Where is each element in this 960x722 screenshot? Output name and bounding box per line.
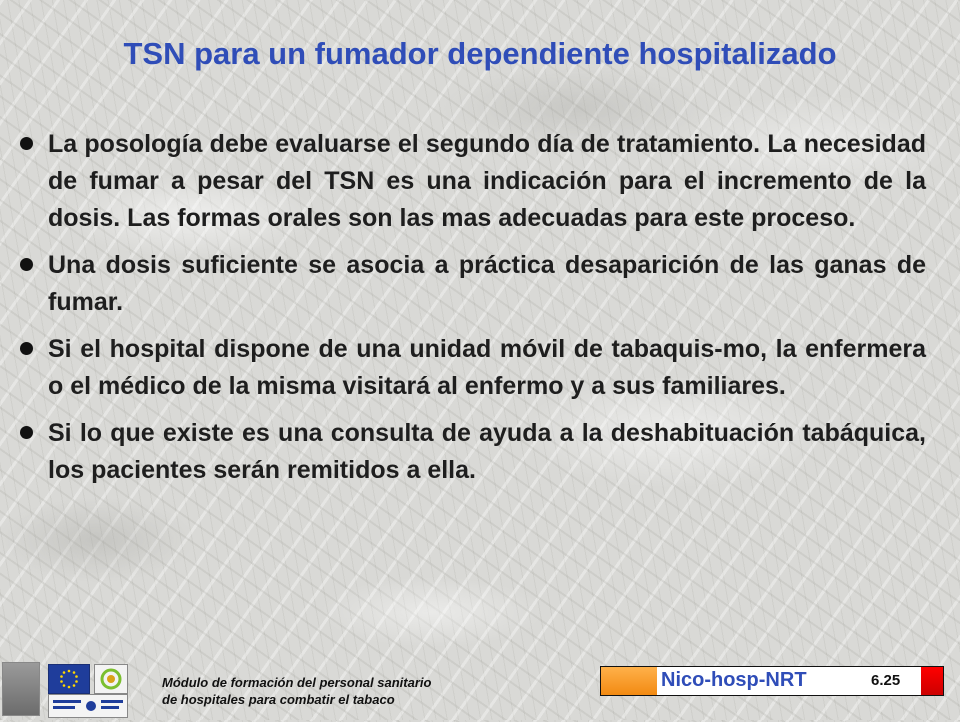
slide-title: TSN para un fumador dependiente hospitalizado	[123, 36, 837, 71]
footer-caption-line-1: Módulo de formación del personal sanitario	[162, 675, 432, 690]
module-code: Nico-hosp-NRT	[661, 669, 807, 691]
bullet-text: Si lo que existe es una consulta de ayuda a la deshabituación tabáquica, los pacientes serán remitidos a ella.	[48, 419, 926, 484]
bullet-list	[18, 126, 926, 499]
page-number: 6.25	[871, 672, 901, 689]
bullet-item	[18, 331, 926, 405]
bullet-dot-icon	[20, 342, 33, 355]
orange-bar-segment	[601, 667, 657, 695]
bullet-text: Una dosis suficiente se asocia a práctica desaparición de las ganas de fumar.	[48, 251, 926, 316]
bullet-text: La posología debe evaluarse el segundo día de tratamiento. La necesidad de fumar a pesar del TSN es una indicación para el incremento de la dosis. Las formas orales son las mas adecuadas para este proceso.	[48, 130, 926, 232]
bullet-item	[18, 247, 926, 321]
eu-stars-icon	[49, 665, 89, 693]
hospital-logo-icon	[2, 662, 40, 716]
eu-flag-icon	[48, 664, 90, 694]
bullet-item	[18, 126, 926, 237]
bullet-dot-icon	[20, 426, 33, 439]
ap-hp-logo-icon	[48, 694, 128, 718]
bullet-item	[18, 415, 926, 489]
footer-caption	[162, 674, 522, 708]
circle-logo-icon	[94, 664, 128, 694]
module-code-bar	[600, 666, 944, 696]
red-bar-segment	[921, 667, 943, 695]
bullet-dot-icon	[20, 258, 33, 271]
bullet-dot-icon	[20, 137, 33, 150]
bullet-text: Si el hospital dispone de una unidad móvil de tabaquis-mo, la enfermera o el médico de la misma visitará al enfermo y a sus familiares.	[48, 335, 926, 400]
footer-caption-line-2: de hospitales para combatir el tabaco	[162, 692, 395, 707]
